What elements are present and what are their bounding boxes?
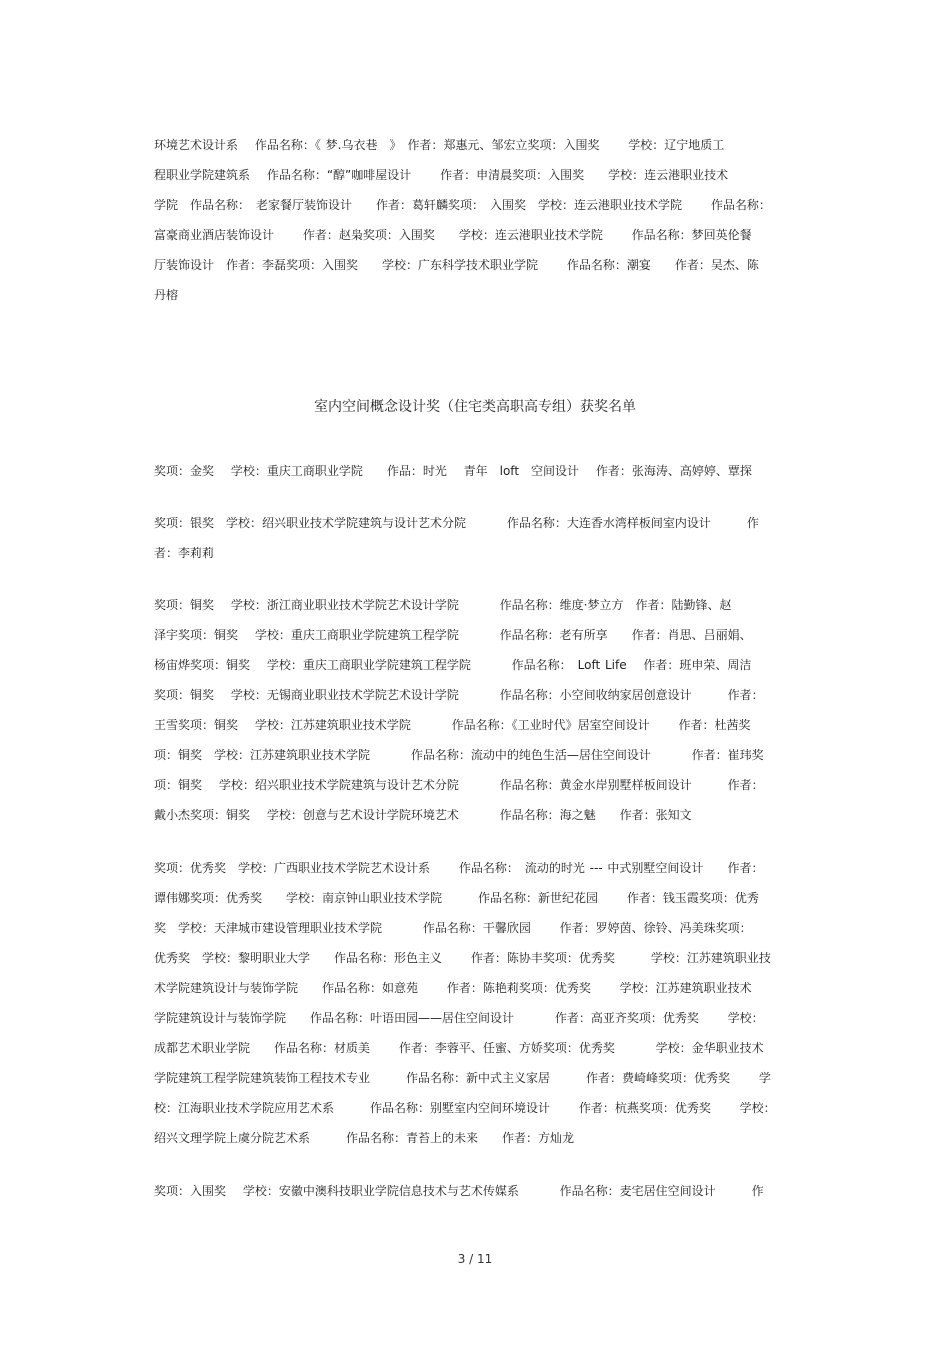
text-line: 环境艺术设计系 作品名称：《 梦.乌衣巷 》 作者：郑惠元、邹宏立奖项：入围奖 学校：辽宁地质工: [154, 138, 725, 152]
text-line: 成都艺术职业学院 作品名称：材质美 作者：李蓉平、任蜜、方娇奖项：优秀奖 学校：金华职业技术: [154, 1041, 764, 1055]
text-line: 奖项：优秀奖 学校：广西职业技术学院艺术设计系 作品名称： 流动的时光 --- 中式别墅空间设计 作者：: [154, 861, 764, 875]
text-line: 奖项：金奖 学校：重庆工商职业学院 作品：时光 青年 loft 空间设计 作者：张海涛、高婷婷、覃探: [154, 464, 752, 478]
text-line: 谭伟娜奖项：优秀奖 学校：南京钟山职业技术学院 作品名称：新世纪花园 作者：钱玉霞奖项：优秀: [154, 891, 759, 905]
text-line: 学院建筑工程学院建筑装饰工程技术专业 作品名称：新中式主义家居 作者：费崎峰奖项：优秀奖 学: [154, 1071, 771, 1085]
text-line: 富豪商业酒店装饰设计 作者：赵枭奖项：入围奖 学校：连云港职业技术学院 作品名称：梦回英伦餐: [154, 228, 752, 242]
text-line: 项：铜奖 学校：江苏建筑职业技术学院 作品名称：流动中的纯色生活—居住空间设计 作者：崔玮奖: [154, 748, 764, 762]
page-number: 3 / 11: [457, 1252, 493, 1266]
text-line: 奖项：铜奖 学校：无锡商业职业技术学院艺术设计学院 作品名称：小空间收纳家居创意设计 作者：: [154, 688, 764, 702]
text-line: 奖项：入围奖 学校：安徽中澳科技职业学院信息技术与艺术传媒系 作品名称：麦宅居住空间设计 作: [154, 1184, 764, 1198]
text-line: 绍兴文理学院上虞分院艺术系 作品名称：青苔上的未来 作者：方灿龙: [154, 1131, 575, 1145]
silver-award-paragraph: [154, 508, 796, 568]
text-line: 厅装饰设计 作者：李磊奖项：入围奖 学校：广东科学技术职业学院 作品名称：潮宴 作者：吴杰、陈: [154, 258, 759, 272]
text-line: 校：江海职业技术学院应用艺术系 作品名称：别墅室内空间环境设计 作者：杭燕奖项：优秀奖 学校：: [154, 1101, 776, 1115]
text-line: 学院建筑设计与装饰学院 作品名称：叶语田园——居住空间设计 作者：高亚齐奖项：优秀奖 学校：: [154, 1011, 764, 1025]
text-line: 奖项：银奖 学校：绍兴职业技术学院建筑与设计艺术分院 作品名称：大连香水湾样板间室内设计 作: [154, 516, 759, 530]
excellence-award-paragraph: [154, 853, 796, 1153]
text-line: 丹榕: [154, 288, 179, 302]
text-line: 王雪奖项：铜奖 学校：江苏建筑职业技术学院 作品名称：《工业时代》居室空间设计 作者：杜茜奖: [154, 718, 751, 732]
text-line: 学院 作品名称： 老家餐厅装饰设计 作者：葛轩麟奖项： 入围奖 学校：连云港职业技术学院 作品名称：: [154, 198, 771, 212]
text-line: 优秀奖 学校：黎明职业大学 作品名称：形色主义 作者：陈协丰奖项：优秀奖 学校：江苏建筑职业技: [154, 951, 771, 965]
section-title: 室内空间概念设计奖（住宅类高职高专组）获奖名单: [314, 399, 636, 415]
text-line: 术学院建筑设计与装饰学院 作品名称：如意苑 作者：陈艳莉奖项：优秀奖 学校：江苏建筑职业技术: [154, 981, 752, 995]
text-line: 泽宇奖项：铜奖 学校：重庆工商职业学院建筑工程学院 作品名称：老有所享 作者：肖思、吕丽娟、: [154, 628, 752, 642]
text-line: 者：李莉莉: [154, 546, 215, 560]
bronze-award-paragraph: [154, 590, 796, 830]
text-line: 程职业学院建筑系 作品名称：“醇”咖啡屋设计 作者：申清晨奖项：入围奖 学校：连云港职业技术: [154, 168, 729, 182]
intro-paragraph: [154, 130, 796, 310]
text-line: 杨宙烨奖项：铜奖 学校：重庆工商职业学院建筑工程学院 作品名称： Loft Life 作者：班申荣、周洁: [154, 658, 752, 672]
text-line: 奖 学校：天津城市建设管理职业技术学院 作品名称：干馨欣园 作者：罗婷茵、徐铃、冯美珠奖项：: [154, 921, 752, 935]
text-line: 项：铜奖 学校：绍兴职业技术学院建筑与设计艺术分院 作品名称：黄金水岸别墅样板间设计 作者：: [154, 778, 764, 792]
text-line: 戴小杰奖项：铜奖 学校：创意与艺术设计学院环境艺术 作品名称：海之魅 作者：张知文: [154, 808, 692, 822]
gold-award-paragraph: [154, 456, 796, 486]
finalist-award-paragraph: [154, 1176, 796, 1206]
text-line: 奖项：铜奖 学校：浙江商业职业技术学院艺术设计学院 作品名称：维度·梦立方 作者：陆勤锋、赵: [154, 598, 732, 612]
